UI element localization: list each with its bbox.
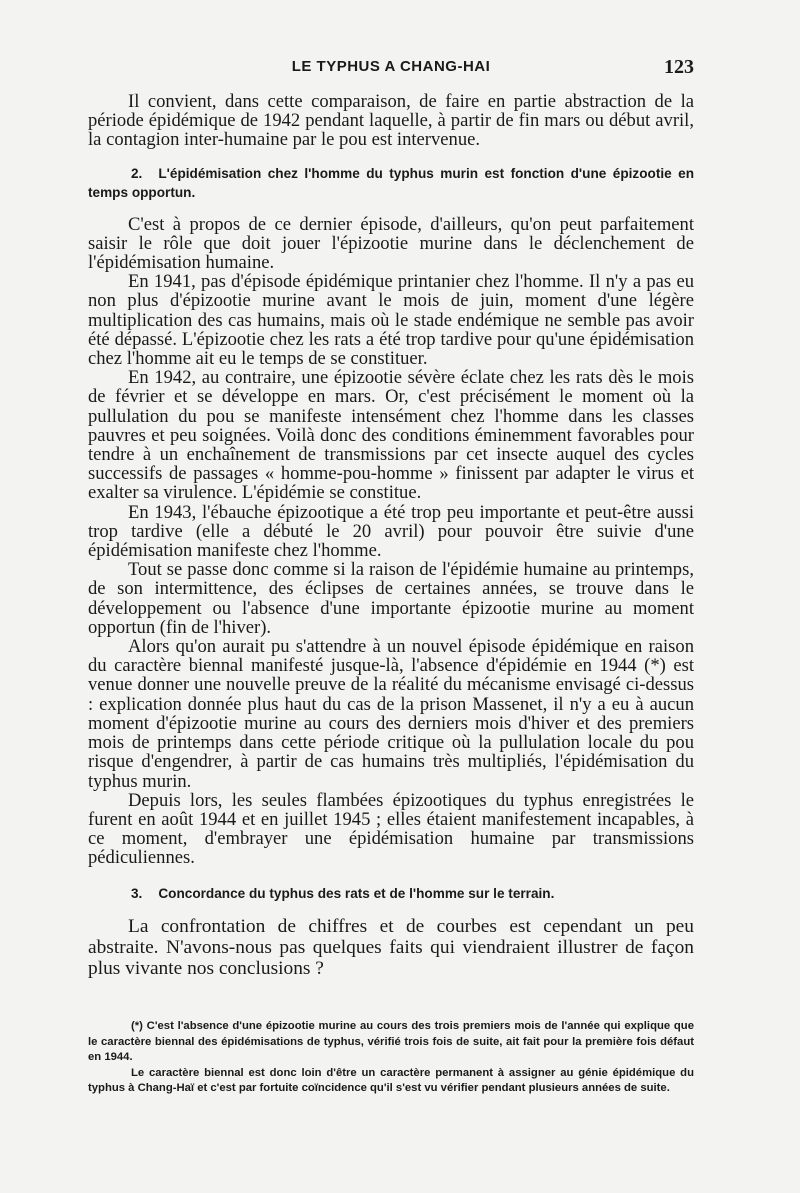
paragraph: En 1941, pas d'épisode épidémique printanier chez l'homme. Il n'y a pas eu non plus d'épizootie murine avant le mois de juin, moment d'une légère multiplication des cas humains, mais où le stade endémique ne semble pas avoir été dépassé. L'épizootie chez les rats a été trop tardive pour qu'une épidémisation chez l'homme ait eu le temps de se constituer.: [88, 271, 694, 370]
running-title: LE TYPHUS A CHANG-HAI: [291, 58, 491, 75]
paragraph: La confrontation de chiffres et de courbes est cependant un peu abstraite. N'avons-nous pas quelques faits qui viendraient illustrer de façon plus vivante nos conclusions ?: [88, 915, 694, 979]
paragraph: Il convient, dans cette comparaison, de faire en partie abstraction de la période épidémique de 1942 pendant laquelle, à partir de fin mars ou début avril, la contagion inter-humaine par le pou est intervenue.: [88, 91, 694, 151]
footnotes: [88, 1019, 694, 1097]
section-number: 3.: [131, 885, 143, 901]
paragraph: Tout se passe donc comme si la raison de l'épidémie humaine au printemps, de son intermittence, des éclipses de certaines années, se trouve dans le développement ou l'absence d'une importante épizootie murine au moment opportun (fin de l'hiver).: [88, 559, 694, 638]
paragraph: En 1942, au contraire, une épizootie sévère éclate chez les rats dès le mois de février et se développe en mars. Or, c'est précisément le moment où la pullulation du pou se manifeste intensément chez l'homme dans les classes pauvres et peu soignées. Voilà donc des conditions éminemment favorables pour tendre à un enchaînement de transmissions par cet insecte auquel des cycles successifs de passages « homme-pou-homme » finissent par adapter le virus et exalter sa virulence. L'épidémie se constitue.: [88, 367, 694, 504]
page-body: [88, 92, 694, 979]
footnote: (*) C'est l'absence d'une épizootie murine au cours des trois premiers mois de l'année qui explique que le caractère biennal des épidémisations de typhus, vérifié trois fois de suite, ait fait pour la première fois défaut en 1944.: [88, 1020, 694, 1063]
section-number: 2.: [131, 165, 143, 181]
paragraph: En 1943, l'ébauche épizootique a été trop peu importante et peut-être aussi trop tardive (elle a débuté le 20 avril) pour pouvoir être suivie d'une épidémisation manifeste chez l'homme.: [88, 501, 694, 562]
paragraph: C'est à propos de ce dernier épisode, d'ailleurs, qu'on peut parfaitement saisir le rôle que doit jouer l'épizootie murine dans le déclenchement de l'épidémisation humaine.: [88, 213, 694, 274]
paragraph: Depuis lors, les seules flambées épizootiques du typhus enregistrées le furent en août 1944 et en juillet 1945 ; elles étaient manifestement incapables, à ce moment, d'embrayer une épidémisation humaine par transmissions pédiculiennes.: [88, 789, 694, 869]
section-title: Concordance du typhus des rats et de l'homme sur le terrain.: [158, 885, 555, 901]
paragraph: Alors qu'on aurait pu s'attendre à un nouvel épisode épidémique en raison du caractère biennal manifesté jusque-là, l'absence d'épidémie en 1944 (*) est venue donner une nouvelle preuve de la réalité du mécanisme envisagé ci-dessus : explication donnée plus haut du cas de la prison Massenet, il n'y a eu à aucun moment d'épizootie murine au cours des derniers mois d'hiver et des premiers mois de printemps dans cette période critique où la pullulation locale du pou risque d'engendrer, à partir de cas humains très multipliés, l'épidémisation du typhus murin.: [88, 636, 694, 792]
footnote: Le caractère biennal est donc loin d'être un caractère permanent à assigner au génie épidémique du typhus à Chang-Haï et c'est par fortuite coïncidence qu'il s'est vu vérifier pendant plusieurs années de suite.: [88, 1066, 694, 1094]
section-title: L'épidémisation chez l'homme du typhus murin est fonction d'une épizootie en temps opportun.: [88, 165, 694, 200]
section-heading-2: [88, 164, 694, 202]
page-number: 123: [664, 56, 694, 78]
section-heading-3: [88, 884, 694, 903]
running-head: [88, 58, 694, 82]
